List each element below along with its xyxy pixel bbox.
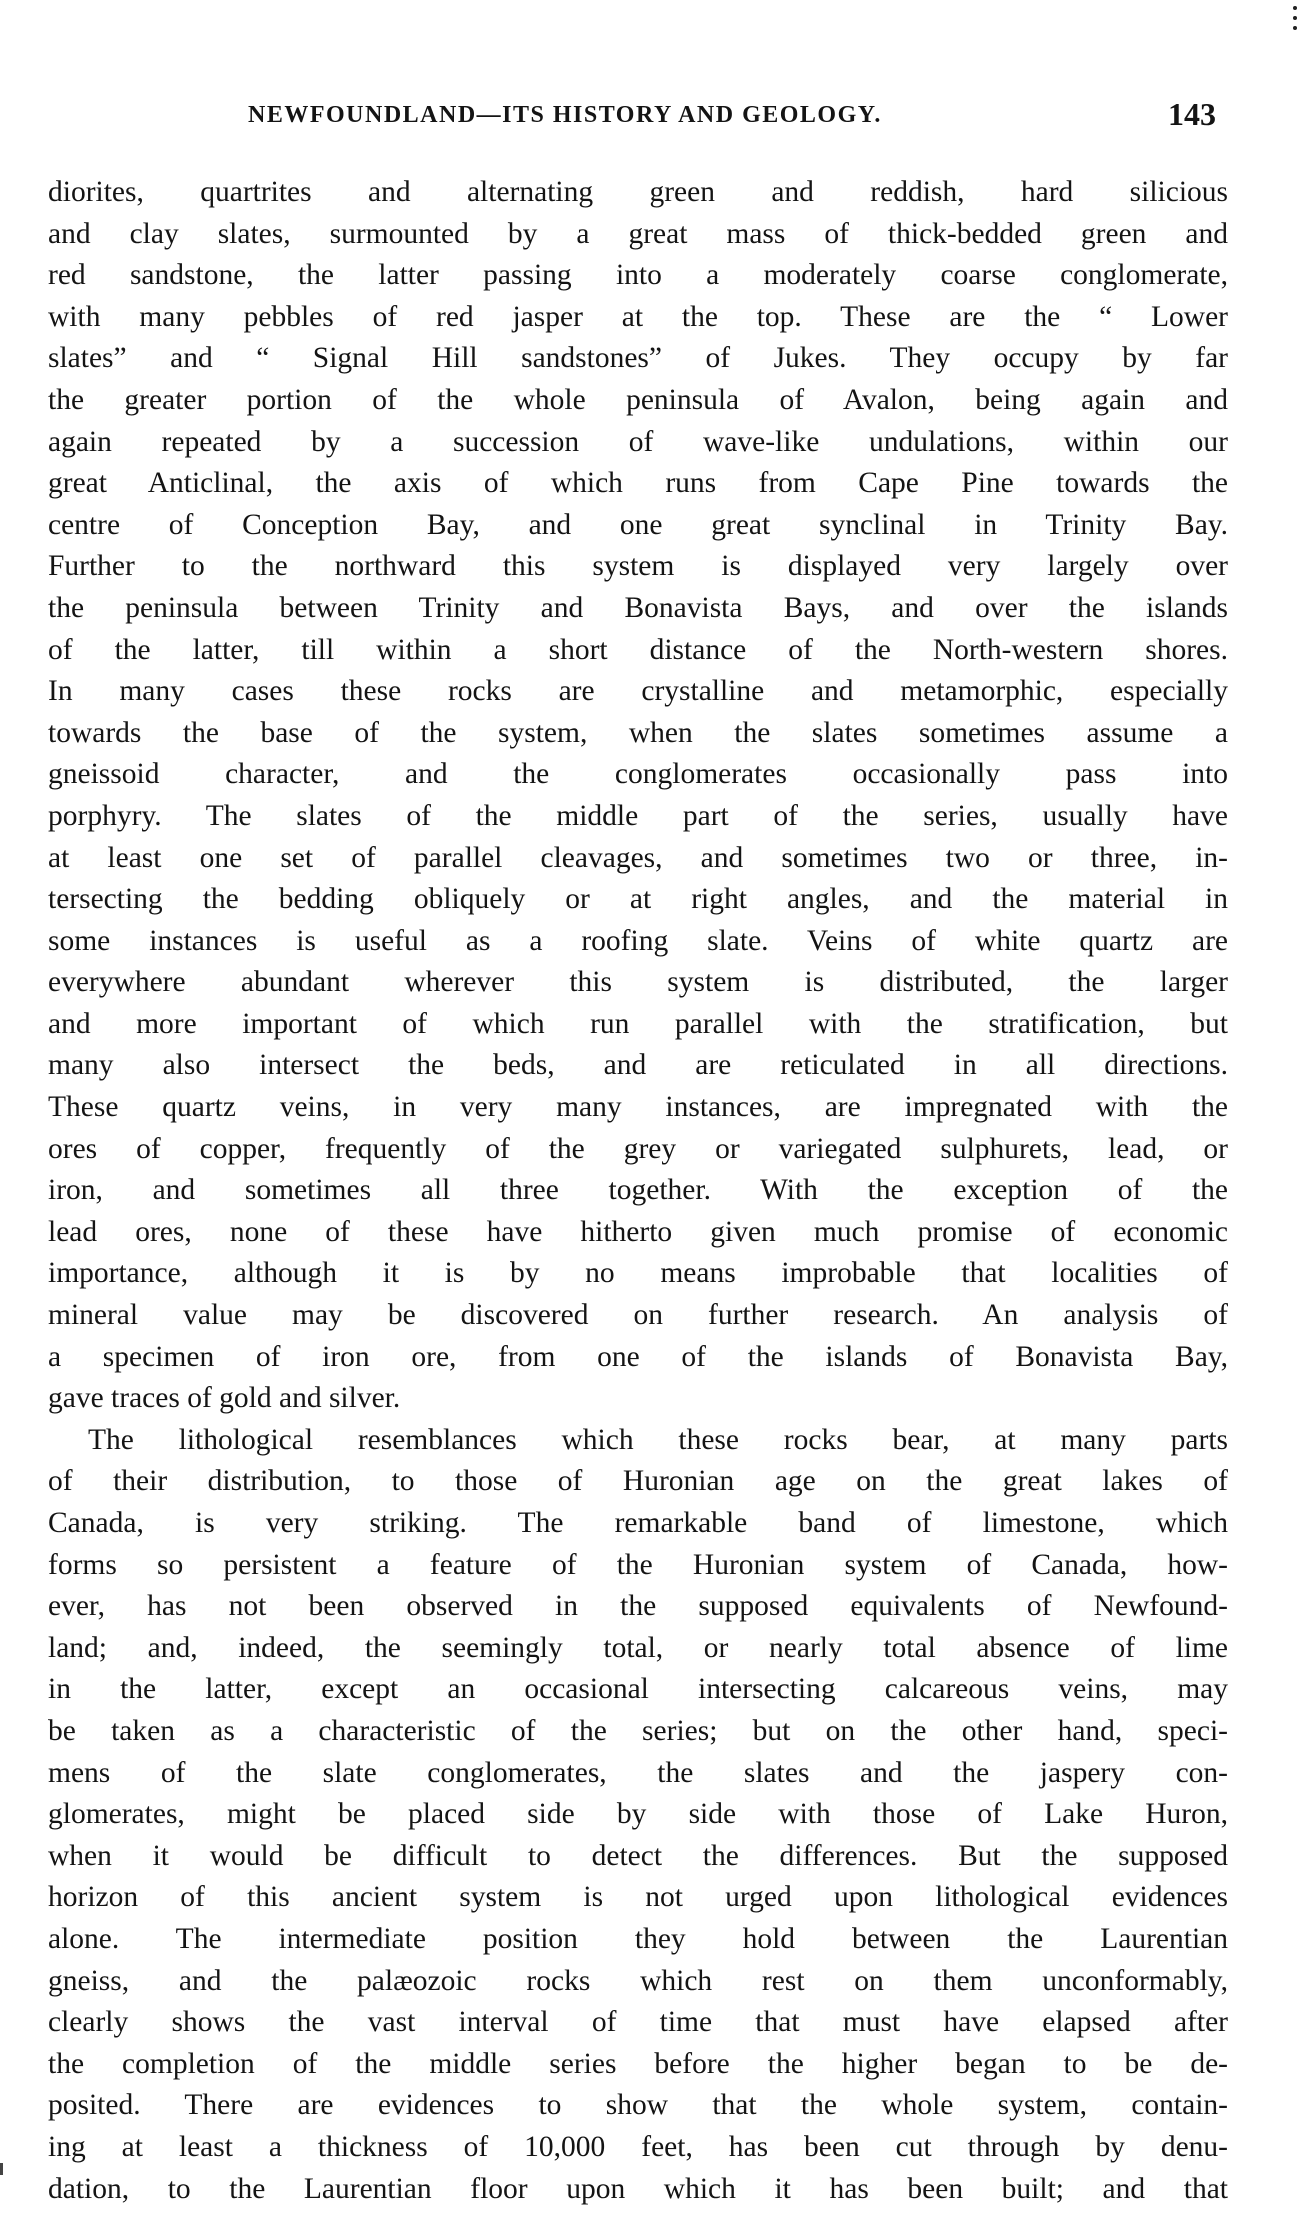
- text-line: at least one set of parallel cleavages, and sometimes two or three, in-: [48, 841, 1228, 874]
- body-text: [48, 172, 1228, 2210]
- page-number: 143: [1168, 96, 1216, 132]
- text-line: ever, has not been observed in the supposed equivalents of Newfound-: [48, 1590, 1228, 1623]
- text-line: glomerates, might be placed side by side with those of Lake Huron,: [48, 1798, 1228, 1831]
- text-line: a specimen of iron ore, from one of the islands of Bonavista Bay,: [48, 1340, 1228, 1373]
- text-line: land; and, indeed, the seemingly total, or nearly total absence of lime: [48, 1631, 1228, 1664]
- text-line: of their distribution, to those of Huronian age on the great lakes of: [48, 1465, 1228, 1498]
- paragraph-start-line: The lithological resemblances which these rocks bear, at many parts: [88, 1423, 1228, 1456]
- text-line: slates” and “ Signal Hill sandstones” of Jukes. They occupy by far: [48, 342, 1228, 375]
- text-line: in the latter, except an occasional intersecting calcareous veins, may: [48, 1673, 1228, 1706]
- text-line: dation, to the Laurentian floor upon which it has been built; and that: [48, 2172, 1228, 2205]
- text-line: diorites, quartrites and alternating green and reddish, hard silicious: [48, 176, 1228, 208]
- text-line: the completion of the middle series before the higher began to be de-: [48, 2047, 1228, 2080]
- text-line: many also intersect the beds, and are reticulated in all directions.: [48, 1049, 1228, 1082]
- text-line: iron, and sometimes all three together. With the exception of the: [48, 1174, 1228, 1207]
- text-line: and more important of which run parallel with the stratification, but: [48, 1007, 1228, 1040]
- text-line: clearly shows the vast interval of time that must have elapsed after: [48, 2006, 1228, 2039]
- text-line: of the latter, till within a short distance of the North-western shores.: [48, 633, 1228, 666]
- text-line: gneiss, and the palæozoic rocks which rest on them unconformably,: [48, 1964, 1228, 1997]
- text-line: with many pebbles of red jasper at the top. These are the “ Lower: [48, 300, 1228, 333]
- margin-speck: [1293, 6, 1297, 10]
- text-line: posited. There are evidences to show that the whole system, contain-: [48, 2089, 1228, 2122]
- text-line: be taken as a characteristic of the series; but on the other hand, speci-: [48, 1714, 1228, 1747]
- text-line: some instances is useful as a roofing slate. Veins of white quartz are: [48, 924, 1228, 957]
- text-line: towards the base of the system, when the slates sometimes assume a: [48, 716, 1228, 749]
- text-line: centre of Conception Bay, and one great synclinal in Trinity Bay.: [48, 508, 1228, 541]
- text-line: the greater portion of the whole peninsula of Avalon, being again and: [48, 383, 1228, 416]
- page-header: [48, 96, 1228, 136]
- text-line: the peninsula between Trinity and Bonavista Bays, and over the islands: [48, 591, 1228, 624]
- text-line: forms so persistent a feature of the Huronian system of Canada, how-: [48, 1548, 1228, 1581]
- scan-edge-mark: [0, 2163, 3, 2175]
- text-line: Canada, is very striking. The remarkable band of limestone, which: [48, 1507, 1228, 1539]
- text-line: red sandstone, the latter passing into a moderately coarse conglomerate,: [48, 259, 1228, 292]
- text-line: Further to the northward this system is displayed very largely over: [48, 550, 1228, 583]
- text-line: again repeated by a succession of wave-like undulations, within our: [48, 425, 1228, 458]
- text-line: These quartz veins, in very many instances, are impregnated with the: [48, 1091, 1228, 1124]
- text-line: lead ores, none of these have hitherto given much promise of economic: [48, 1215, 1228, 1248]
- text-line: ing at least a thickness of 10,000 feet, has been cut through by denu-: [48, 2130, 1228, 2163]
- text-line: ores of copper, frequently of the grey or variegated sulphurets, lead, or: [48, 1132, 1228, 1165]
- text-line: gneissoid character, and the conglomerates occasionally pass into: [48, 758, 1228, 791]
- margin-speck: [1293, 26, 1297, 30]
- text-line: gave traces of gold and silver.: [48, 1382, 401, 1415]
- text-line: porphyry. The slates of the middle part of the series, usually have: [48, 799, 1228, 832]
- text-line: horizon of this ancient system is not urged upon lithological evidences: [48, 1881, 1228, 1914]
- text-line: great Anticlinal, the axis of which runs from Cape Pine towards the: [48, 467, 1228, 500]
- text-line: everywhere abundant wherever this system is distributed, the larger: [48, 966, 1228, 999]
- text-line: mineral value may be discovered on further research. An analysis of: [48, 1299, 1228, 1332]
- text-line: In many cases these rocks are crystalline and metamorphic, especially: [48, 675, 1228, 708]
- text-line: mens of the slate conglomerates, the slates and the jaspery con-: [48, 1756, 1228, 1789]
- text-line: and clay slates, surmounted by a great mass of thick-bedded green and: [48, 217, 1228, 250]
- text-line: alone. The intermediate position they hold between the Laurentian: [48, 1922, 1228, 1955]
- margin-speck: [1293, 16, 1297, 20]
- text-line: when it would be difficult to detect the differences. But the supposed: [48, 1839, 1228, 1872]
- text-line: tersecting the bedding obliquely or at right angles, and the material in: [48, 883, 1228, 916]
- running-head: NEWFOUNDLAND—ITS HISTORY AND GEOLOGY.: [248, 102, 882, 128]
- text-line: importance, although it is by no means improbable that localities of: [48, 1257, 1228, 1290]
